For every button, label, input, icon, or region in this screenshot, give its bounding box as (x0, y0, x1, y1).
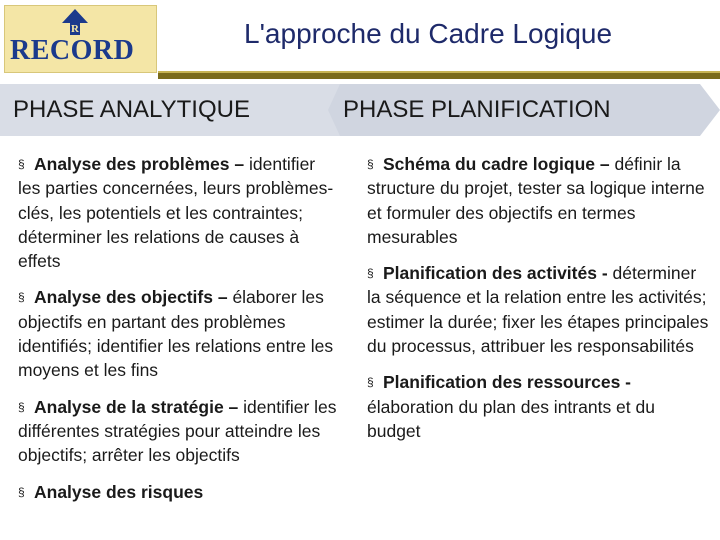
item-description: identifier les différentes stratégies pour atteindre les objectifs; arrêter les objectifs (18, 396, 337, 466)
item-heading: Analyse des risques (34, 481, 204, 502)
bullet-icon: § (367, 157, 374, 171)
phase-label-analytique: PHASE ANALYTIQUE (13, 96, 250, 123)
bullet-icon: § (18, 399, 25, 414)
item-heading: Analyse de la stratégie – (34, 396, 239, 417)
bullet-icon: § (18, 157, 25, 171)
list-item (18, 285, 342, 382)
logo-arrow-icon (60, 7, 90, 37)
phase-label-planification: PHASE PLANIFICATION (343, 96, 611, 123)
bullet-icon: § (18, 290, 25, 305)
record-logo (4, 5, 157, 73)
item-heading: Schéma du cadre logique – (383, 154, 610, 174)
list-item (18, 395, 342, 468)
item-description: élaboration du plan des intrants et du budget (367, 396, 655, 441)
list-item (367, 370, 712, 443)
list-item (367, 152, 712, 249)
logo-text: RECORD (10, 35, 135, 66)
item-heading: Planification des ressources - (383, 372, 632, 393)
bullet-icon: § (367, 375, 374, 390)
list-item (18, 480, 342, 504)
header-rule (158, 73, 720, 79)
item-description: identifier les parties concernées, leurs problèmes-clés, les potentiels et les contraintes; déterminer les relations de causes à effets (18, 154, 334, 272)
item-heading: Planification des activités - (383, 263, 608, 284)
svg-text:R: R (71, 23, 79, 35)
page-title: L'approche du Cadre Logique (244, 18, 613, 49)
list-item (367, 261, 712, 358)
item-heading: Analyse des problèmes – (34, 154, 245, 174)
analytique-column (18, 152, 342, 516)
list-item (18, 152, 342, 273)
bullet-icon: § (18, 484, 25, 499)
item-description: définir la structure du projet, tester sa logique interne et formuler des objectifs en termes mesurables (367, 154, 705, 247)
bullet-icon: § (367, 266, 374, 281)
item-heading: Analyse des objectifs – (34, 287, 228, 308)
item-description: déterminer la séquence et la relation entre les activités; estimer la durée; fixer les étapes principales du processus, attribuer les responsabilités (367, 263, 709, 357)
item-description: élaborer les objectifs en partant des problèmes identifiés; identifier les relations entre les moyens et les fins (18, 287, 334, 381)
planification-column (367, 152, 712, 455)
